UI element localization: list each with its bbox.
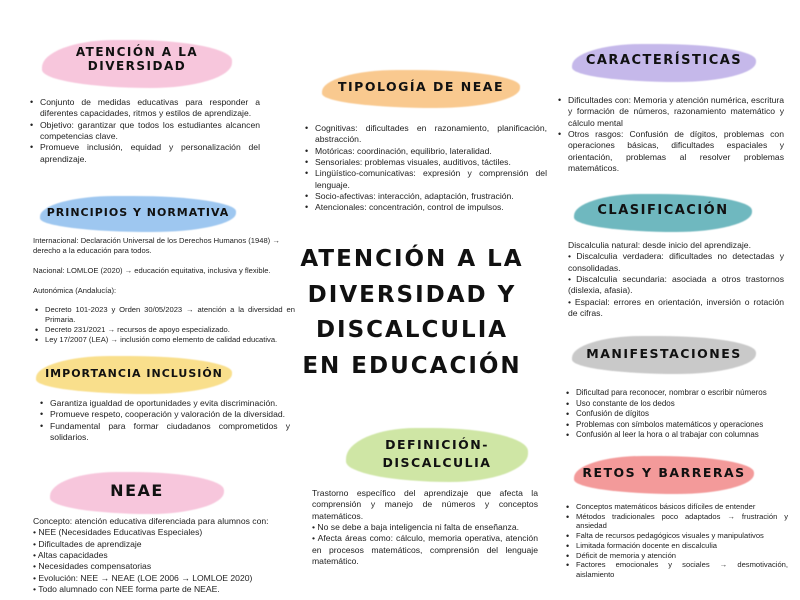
list-item: • Decreto 231/2021 → recursos de apoyo especializado. (33, 325, 295, 335)
heading-manifestaciones: MANIFESTACIONES (586, 346, 742, 361)
neae-line: • Dificultades de aprendizaje (33, 538, 142, 549)
heading-atencion-diversidad: ATENCIÓN A LA DIVERSIDAD (75, 45, 199, 73)
heading-principios-normativa: PRINCIPIOS Y NORMATIVA (46, 206, 230, 219)
definicion-line: • Afecta áreas como: cálculo, memoria operativa, atención en procesos matemáticos, comprensión del lenguaje matemático. (312, 533, 538, 567)
principios-list (33, 305, 295, 345)
list-item: • Sensoriales: problemas visuales, auditivos, táctiles. (303, 157, 547, 168)
clasificacion-line: • Discalculia verdadera: dificultades no detectadas y consolidadas. (568, 251, 784, 273)
principios-internacional: Internacional: Declaración Universal de los Derechos Humanos (1948) → derecho a la educación para todos. (33, 236, 280, 256)
atencion-list (28, 97, 260, 165)
principios-nacional: Nacional: LOMLOE (2020) → educación equitativa, inclusiva y flexible. (33, 266, 271, 276)
list-item: • Falta de recursos pedagógicos visuales y manipulativos (564, 531, 788, 541)
clasificacion-line: Discalculia natural: desde inicio del aprendizaje. (568, 240, 751, 250)
list-item: • Fundamental para formar ciudadanos comprometidos y solidarios. (38, 421, 290, 444)
neae-line: • Necesidades compensatorias (33, 561, 152, 572)
list-item: • Decreto 101-2023 y Orden 30/05/2023 → atención a la diversidad en Primaria. (33, 305, 295, 325)
clasificacion-line: • Espacial: errores en orientación, inversión o rotación de cifras. (568, 296, 784, 319)
heading-neae: NEAE (110, 481, 164, 500)
list-item: • Déficit de memoria y atención (564, 551, 788, 561)
list-item: • Dificultad para reconocer, nombrar o escribir números (564, 388, 788, 399)
neae-line: • Todo alumnado con NEE forma parte de NEAE. (33, 584, 220, 595)
list-item: • Problemas con símbolos matemáticos y operaciones (564, 420, 788, 431)
principios-block (33, 236, 295, 296)
list-item: • Socio-afectivas: interacción, adaptación, frustración. (303, 191, 547, 202)
list-item: • Dificultades con: Memoria y atención numérica, escritura y formación de números, razonamiento matemático y cálculo mental (556, 95, 784, 129)
heading-tipologia-neae: TIPOLOGÍA DE NEAE (337, 79, 505, 94)
list-item: • Conceptos matemáticos básicos difíciles de entender (564, 502, 788, 512)
list-item: • Otros rasgos: Confusión de dígitos, problemas con operaciones básicas, dificultades espaciales y orientación, problemas al resolver problemas matemáticos. (556, 129, 784, 174)
heading-caracteristicas: CARACTERÍSTICAS (585, 53, 743, 68)
neae-line: • NEE (Necesidades Educativas Especiales) (33, 527, 203, 538)
list-item: • Promueve respeto, cooperación y valoración de la diversidad. (38, 409, 290, 420)
tipologia-list (303, 123, 547, 214)
list-item: • Garantiza igualdad de oportunidades y evita discriminación. (38, 398, 290, 409)
manifestaciones-list (564, 388, 788, 441)
list-item: • Cognitivas: dificultades en razonamiento, planificación, abstracción. (303, 123, 547, 146)
list-item: • Ley 17/2007 (LEA) → inclusión como elemento de calidad educativa. (33, 335, 295, 345)
neae-block (33, 516, 295, 595)
list-item: • Confusión de dígitos (564, 409, 788, 420)
definicion-line: • No se debe a baja inteligencia ni falta de enseñanza. (312, 522, 520, 533)
definicion-block (312, 488, 538, 567)
list-item: • Métodos tradicionales poco adaptados → frustración y ansiedad (564, 512, 788, 531)
list-item: • Uso constante de los dedos (564, 399, 788, 410)
heading-definicion-discalculia: DEFINICIÓN- DISCALCULIA (382, 437, 492, 471)
list-item: • Confusión al leer la hora o al trabajar con columnas (564, 430, 788, 441)
list-item: • Objetivo: garantizar que todos los estudiantes alcancen competencias clave. (28, 120, 260, 143)
heading-retos-barreras: RETOS Y BARRERAS (582, 465, 746, 480)
importancia-list (38, 398, 290, 443)
page-title: ATENCIÓN A LA DIVERSIDAD Y DISCALCULIA EN EDUCACIÓN (300, 246, 524, 379)
neae-line: • Evolución: NEE → NEAE (LOE 2006 → LOMLOE 2020) (33, 572, 253, 583)
list-item: • Conjunto de medidas educativas para responder a diferentes capacidades, ritmos y estilos de aprendizaje. (28, 97, 260, 120)
list-item: • Factores emocionales y sociales → desmotivación, aislamiento (564, 560, 788, 579)
principios-autonomica: Autonómica (Andalucía): (33, 286, 117, 296)
heading-clasificacion: CLASIFICACIÓN (597, 203, 729, 218)
neae-concept: Concepto: atención educativa diferenciada para alumnos con: (33, 516, 269, 526)
definicion-text: Trastorno específico del aprendizaje que afecta la comprensión y manejo de números y conceptos matemáticos. (312, 488, 538, 521)
list-item: • Lingüístico-comunicativas: expresión y comprensión del lenguaje. (303, 168, 547, 191)
neae-line: • Altas capacidades (33, 550, 108, 561)
clasificacion-line: • Discalculia secundaria: asociada a otros trastornos (dislexia, afasia). (568, 274, 784, 296)
list-item: • Motóricas: coordinación, equilibrio, lateralidad. (303, 146, 547, 157)
list-item: • Limitada formación docente en discalculia (564, 541, 788, 551)
caracteristicas-list (556, 95, 784, 174)
list-item: • Promueve inclusión, equidad y personalización del aprendizaje. (28, 142, 260, 165)
heading-importancia-inclusion: IMPORTANCIA INCLUSIÓN (45, 367, 223, 380)
list-item: • Atencionales: concentración, control de impulsos. (303, 202, 547, 213)
clasificacion-block (568, 240, 784, 319)
retos-list (564, 502, 788, 580)
